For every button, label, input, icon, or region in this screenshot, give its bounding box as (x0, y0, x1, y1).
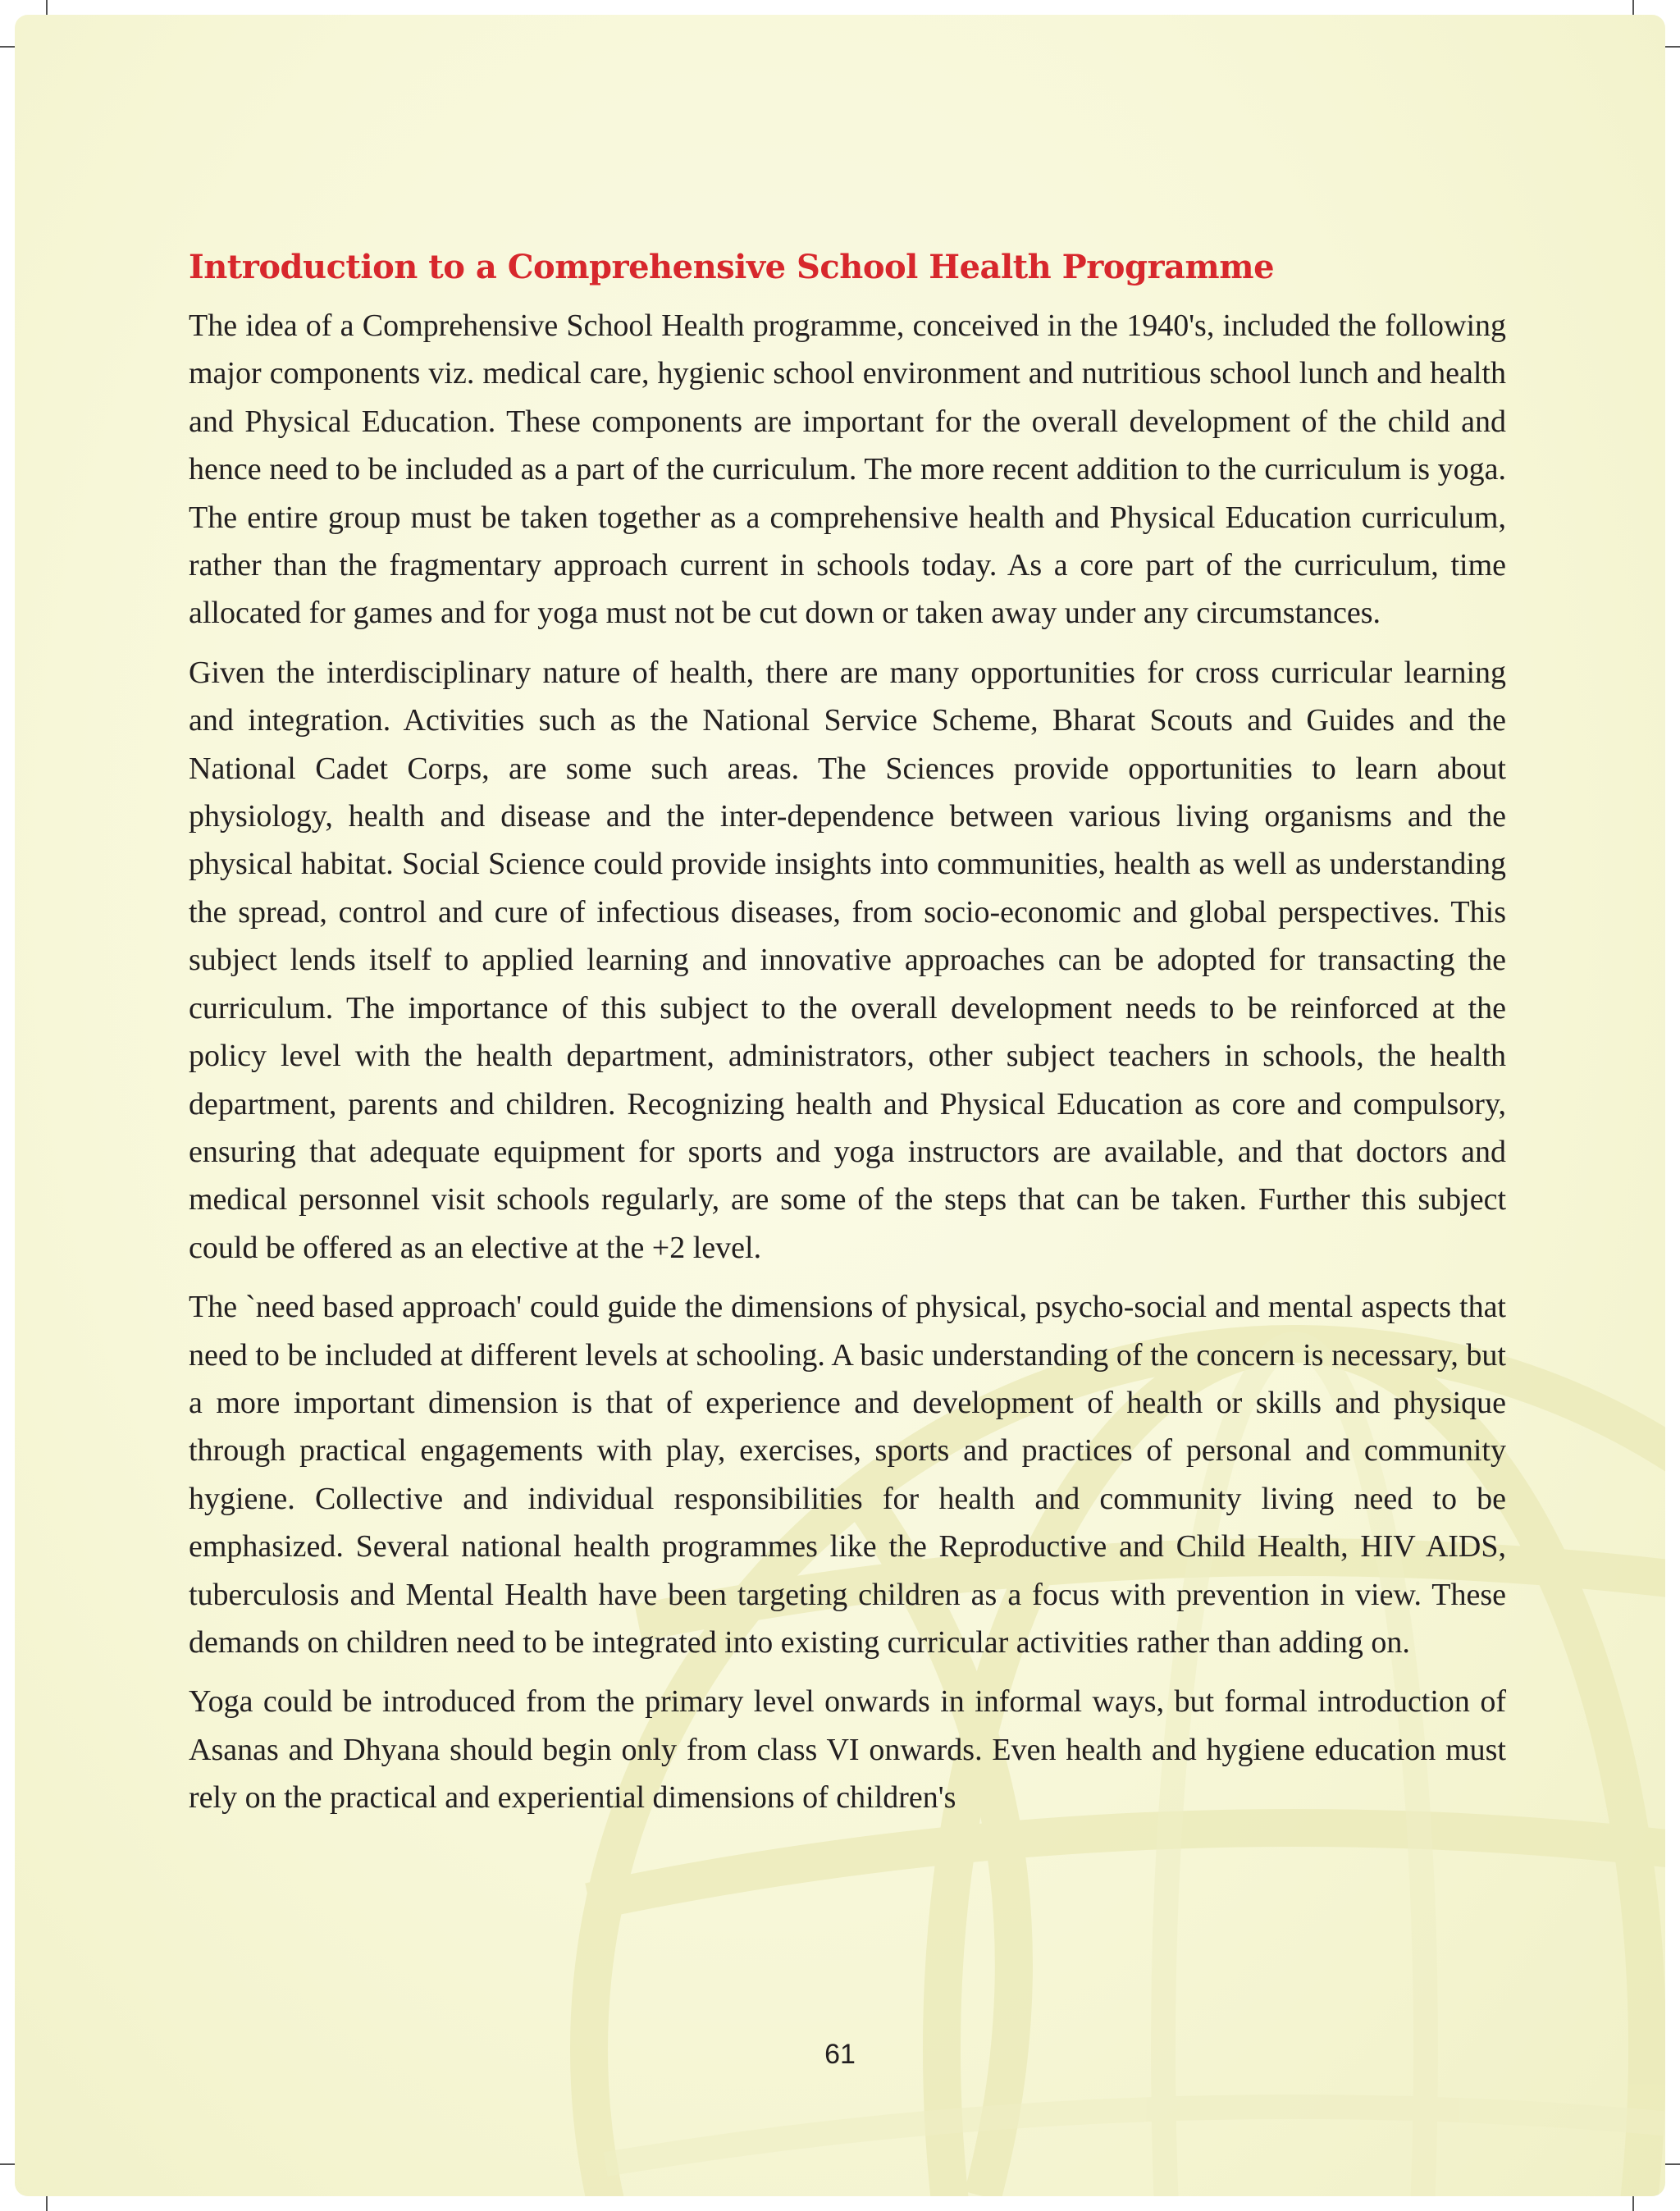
page-number: 61 (824, 2039, 856, 2070)
main-content (189, 244, 1506, 1834)
paragraph-2: Given the interdisciplinary nature of health, there are many opportunities for cross curricular learning and integration. Activities such as the National Service Scheme, Bharat Scouts and Guides and the National Cadet Corps, are some such areas. The Sciences provide opportunities to learn about physiology, health and disease and the inter-dependence between various living organisms and the physical habitat. Social Science could provide insights into communities, health as well as understanding the spread, control and cure of infectious diseases, from socio-economic and global perspectives. This subject lends itself to applied learning and innovative approaches can be adopted for transacting the curriculum. The importance of this subject to the overall development needs to be reinforced at the policy level with the health department, administrators, other subject teachers in schools, the health department, parents and children. Recognizing health and Physical Education as core and compulsory, ensuring that adequate equipment for sports and yoga instructors are available, and that doctors and medical personnel visit schools regularly, are some of the steps that can be taken. Further this subject could be offered as an elective at the +2 level. (189, 655, 1506, 1265)
section-heading: Introduction to a Comprehensive School Health Programme (189, 248, 1275, 286)
paragraph-4: Yoga could be introduced from the primary level onwards in informal ways, but formal introduction of Asanas and Dhyana should begin only from class VI onwards. Even health and hygiene education must rely on the practical and experiential dimensions of children's (189, 1684, 1506, 1816)
paragraph-1: The idea of a Comprehensive School Health programme, conceived in the 1940's, included the following major components viz. medical care, hygienic school environment and nutritious school lunch and health and Physical Education. These components are important for the overall development of the child and hence need to be included as a part of the curriculum. The more recent addition to the curriculum is yoga. The entire group must be taken together as a comprehensive health and Physical Education curriculum, rather than the fragmentary approach current in schools today. As a core part of the curriculum, time allocated for games and for yoga must not be cut down or taken away under any circumstances. (189, 308, 1506, 631)
paragraph-3: The `need based approach' could guide the dimensions of physical, psycho-social and mental aspects that need to be included at different levels at schooling. A basic understanding of the concern is necessary, but a more important dimension is that of experience and development of health or skills and physique through practical engagements with play, exercises, sports and practices of personal and community hygiene. Collective and individual responsibilities for health and community living need to be emphasized. Several national health programmes like the Reproductive and Child Health, HIV AIDS, tuberculosis and Mental Health have been targeting children as a focus with prevention in view. These demands on children need to be integrated into existing curricular activities rather than adding on. (189, 1290, 1506, 1660)
page-sheet (15, 15, 1665, 2196)
